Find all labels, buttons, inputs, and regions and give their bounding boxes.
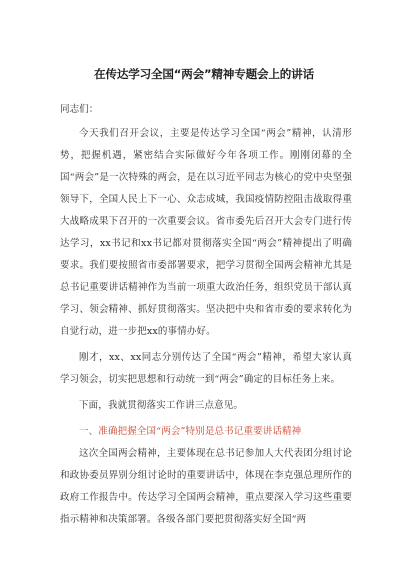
document-title: 在传达学习全国“两会”精神专题会上的讲话 [94, 67, 314, 81]
body-paragraph-3: 下面，我就贯彻落实工作讲三点意见。 [79, 400, 244, 411]
section-paragraph-1: 这次全国两会精神，主要体现在总书记参加人大代表团分组讨论和政协委员界别分组讨论时的重要讲话中，体现在李克强总理所作的政府工作报告中。传达学习全国两会精神，重点要深入学习这些重要指示精神和决策部署。各级各部门要把贯彻落实好全国“两 [60, 448, 352, 525]
section-heading-1: 一、准确把握全国“两会”特别是总书记重要讲话精神 [79, 426, 302, 437]
document-page [60, 66, 352, 531]
salutation: 同志们： [60, 104, 99, 115]
body-paragraph-2: 刚才，xx、xx同志分别传达了全国“两会”精神，希望大家认真学习领会，切实把思想和行动统一到“两会”确定的目标任务上来。 [60, 352, 352, 385]
body-paragraph-1: 今天我们召开会议，主要是传达学习全国“两会”精神，认清形势，把握机遇，紧密结合实际做好今年各项工作。刚刚闭幕的全国“两会”是一次特殊的两会，是在以习近平同志为核心的党中央坚强领导下，全国人民上下一心、众志成城，我国疫情防控阻击战取得重大战略成果下召开的一次重要会议。省市委先后召开大会专门进行传达学习，xx书记和xx书记都对贯彻落实全国“两会”精神提出了明确要求。我们要按照省市委部署要求，把学习贯彻全国两会精神尤其是总书记重要讲话精神作为当前一项重大政治任务，组织党员干部认真学习、领会精神、抓好贯彻落实。坚决把中央和省市委的要求转化为自觉行动，进一步把xx的事情办好。 [60, 128, 352, 337]
